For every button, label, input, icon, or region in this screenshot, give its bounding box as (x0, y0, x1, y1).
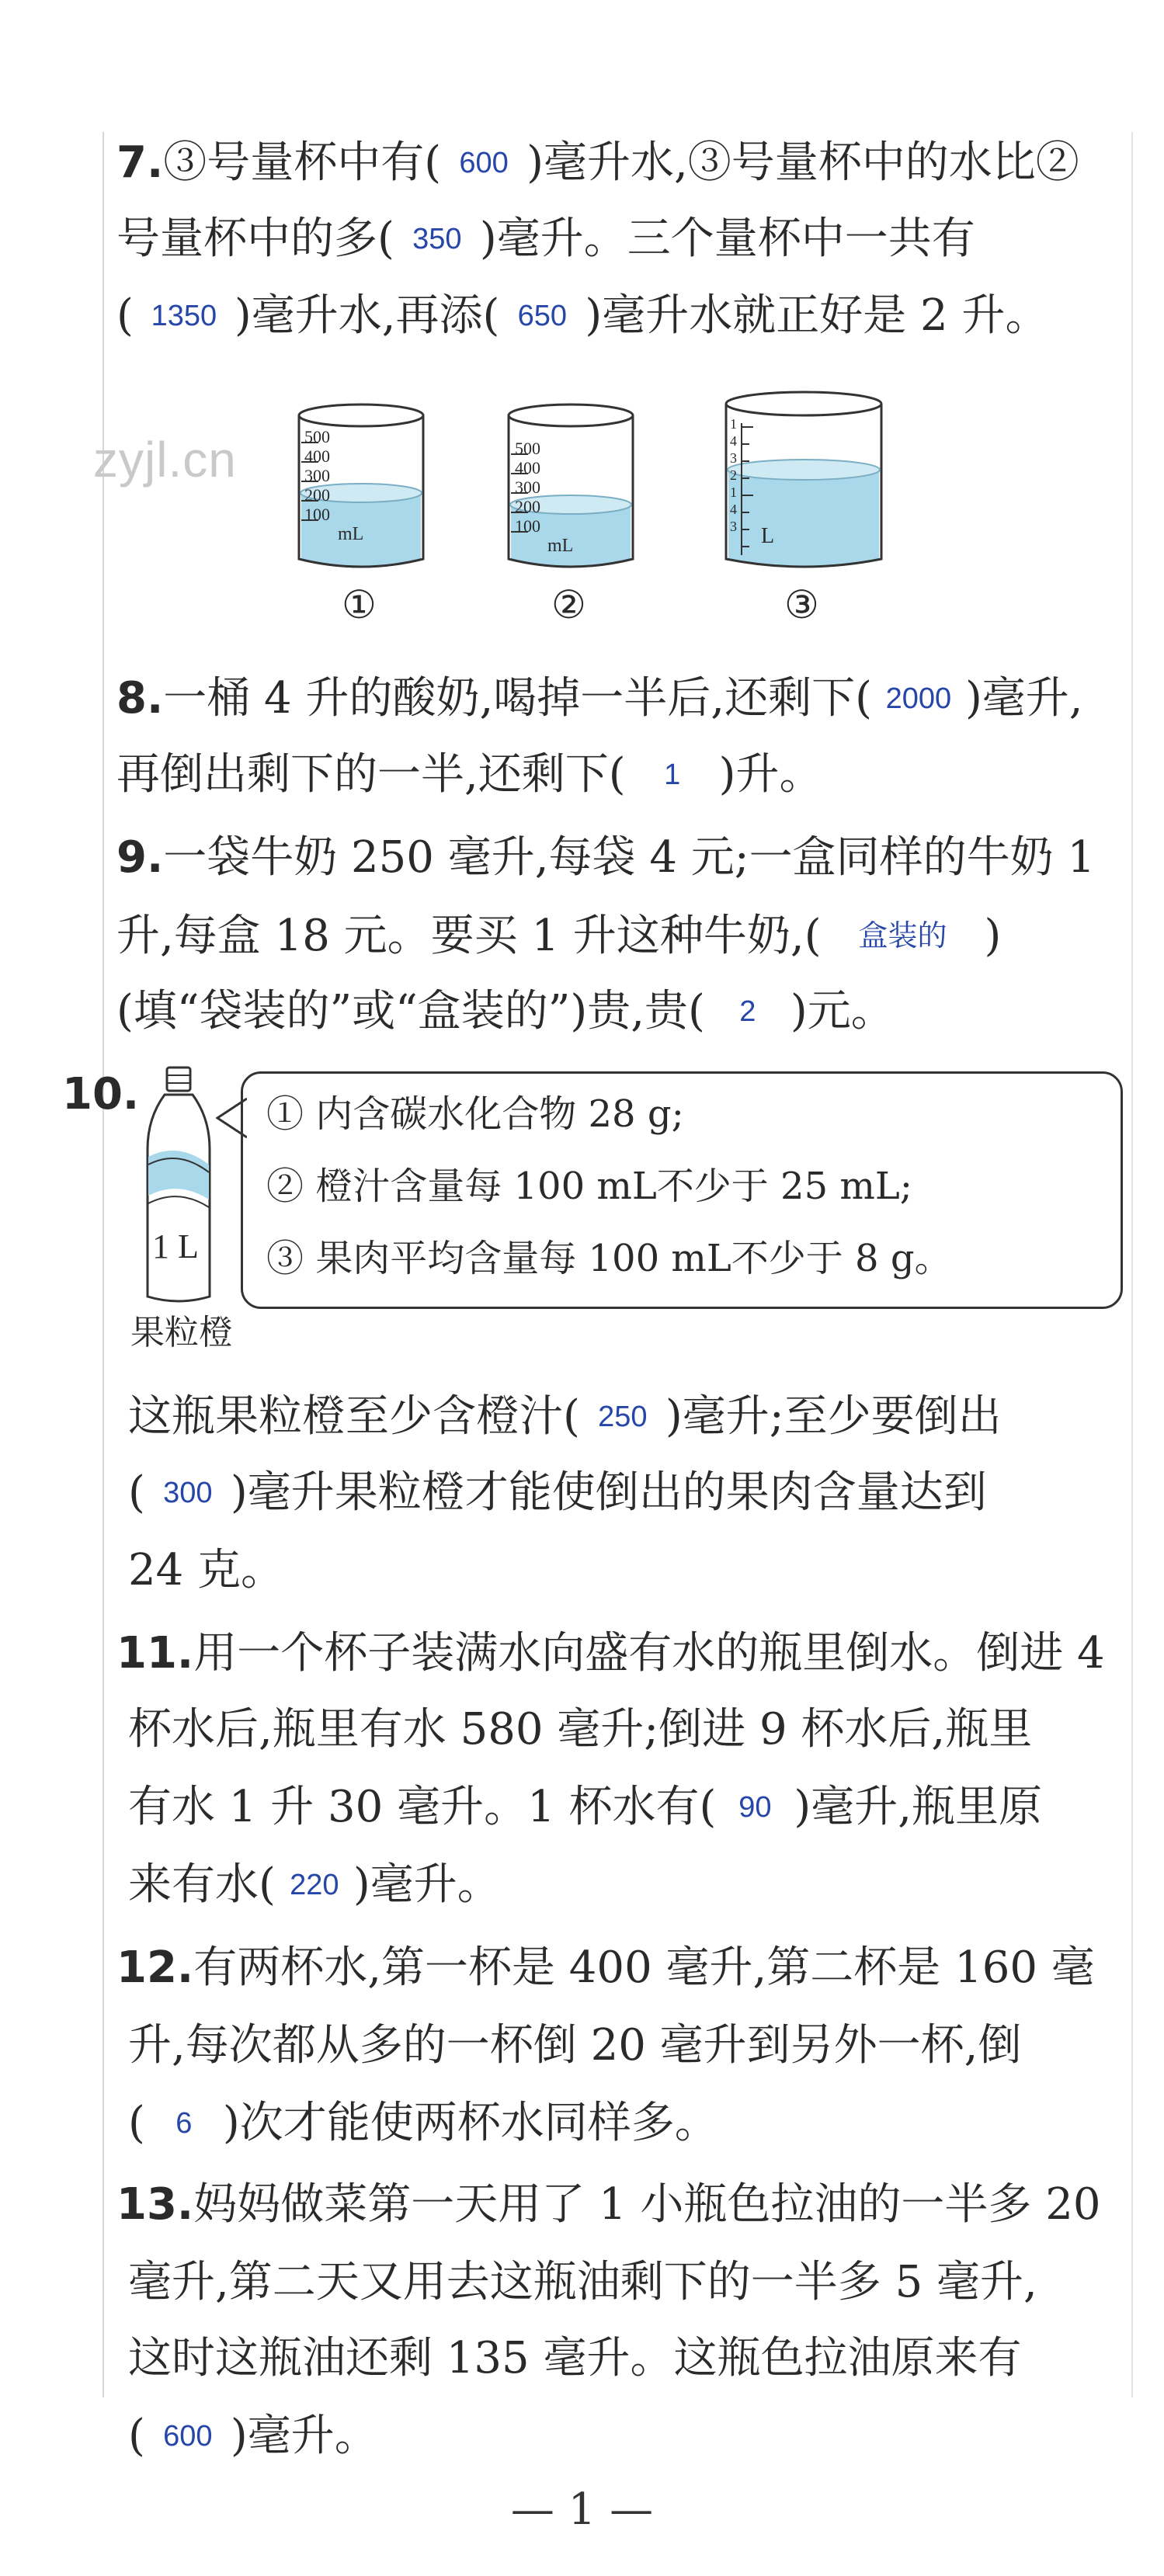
q13-answer1: 600 (163, 2420, 213, 2453)
q7-answer2: 350 (412, 223, 462, 255)
nutrition-info-box (241, 1071, 1123, 1309)
q8-number: 8. (116, 673, 164, 724)
q13-number: 13. (116, 2179, 194, 2230)
bottle-name: 果粒橙 (130, 1313, 233, 1352)
q7-answer3: 1350 (151, 300, 217, 332)
info-row-1: ① 内含碳水化合物 28 g; (266, 1092, 684, 1136)
q7-line3: ( 1350 )毫升水,再添( 650 )毫升水就正好是 2 升。 (116, 289, 1110, 343)
q13-line2: 毫升,第二天又用去这瓶油剩下的一半多 5 毫升, (128, 2257, 1037, 2307)
q9-answer2: 2 (739, 995, 756, 1028)
q9-line1: 9.一袋牛奶 250 毫升,每袋 4 元;一盒同样的牛奶 1 (116, 831, 1110, 885)
q11-answer1: 90 (738, 1791, 772, 1824)
q7-number: 7. (116, 137, 164, 188)
q7-answer1: 600 (459, 147, 509, 179)
beaker-2-unit: mL (547, 536, 574, 556)
q10-line1: 这瓶果粒橙至少含橙汁( 250 )毫升;至少要倒出 (128, 1390, 1122, 1444)
q8-line1: 8.一桶 4 升的酸奶,喝掉一半后,还剩下( 2000 )毫升, (116, 672, 1110, 726)
beaker-3-scale: 1 4 3 2 1 4 3 (730, 416, 737, 534)
beaker-2-scale: 500 400 300 200 100 (515, 439, 540, 536)
q10-line2: ( 300 )毫升果粒橙才能使倒出的果肉含量达到 (128, 1466, 1122, 1520)
q13-line3: 这时这瓶油还剩 135 毫升。这瓶色拉油原来有 (128, 2333, 1022, 2383)
page-number: — 1 — (510, 2484, 654, 2535)
q7-answer4: 650 (517, 300, 568, 332)
q12-answer1: 6 (175, 2107, 193, 2140)
q12-line1: 12.有两杯水,第一杯是 400 毫升,第二杯是 160 毫 (116, 1941, 1110, 1995)
beaker-2-label: ② (551, 582, 586, 627)
q10-line3: 24 克。 (128, 1545, 285, 1595)
info-row-3: ③ 果肉平均含量每 100 mL不少于 8 g。 (266, 1237, 952, 1280)
watermark: zyjl.cn (93, 432, 237, 488)
q11-number: 11. (116, 1628, 194, 1679)
bottle-volume: 1 L (152, 1227, 199, 1265)
q11-line3: 有水 1 升 30 毫升。1 杯水有( 90 )毫升,瓶里原 (128, 1780, 1122, 1835)
q9-answer1: 盒装的 (858, 918, 947, 953)
q7-line2: 号量杯中的多( 350 )毫升。三个量杯中一共有 (116, 212, 1110, 266)
q11-line2: 杯水后,瓶里有水 580 毫升;倒进 9 杯水后,瓶里 (128, 1704, 1033, 1755)
q11-line1: 11.用一个杯子装满水向盛有水的瓶里倒水。倒进 4 (116, 1626, 1110, 1681)
q13-line4: ( 600 )毫升。 (128, 2409, 1122, 2463)
q11-answer2: 220 (290, 1869, 339, 1901)
q9-number: 9. (116, 832, 164, 883)
right-margin-line (1131, 132, 1133, 2397)
q10-answer1: 250 (598, 1401, 648, 1433)
q12-line2: 升,每次都从多的一杯倒 20 毫升到另外一杯,倒 (128, 2020, 1022, 2071)
beaker-3-unit: L (761, 524, 775, 548)
q12-line3: ( 6 )次才能使两杯水同样多。 (128, 2096, 1122, 2151)
q12-number: 12. (116, 1942, 194, 1993)
q10-answer2: 300 (163, 1477, 213, 1509)
q8-answer1: 2000 (885, 682, 952, 715)
beaker-3-label: ③ (784, 582, 819, 627)
q9-line3: (填“袋装的”或“盒装的”)贵,贵( 2 )元。 (116, 984, 1110, 1039)
q9-line2: 升,每盒 18 元。要买 1 升这种牛奶,( 盒装的 ) (116, 908, 1110, 963)
q11-line4: 来有水( 220 )毫升。 (128, 1858, 1122, 1912)
beaker-1-scale: 500 400 300 200 100 (304, 427, 330, 524)
q10-number: 10. (62, 1069, 140, 1120)
beaker-3 (722, 388, 885, 578)
beakers-figure (295, 388, 932, 644)
beaker-1-label: ① (342, 582, 377, 627)
q13-line1: 13.妈妈做菜第一天用了 1 小瓶色拉油的一半多 20 (116, 2178, 1110, 2232)
beaker-1-unit: mL (338, 524, 364, 544)
q8-line2: 再倒出剩下的一半,还剩下( 1 )升。 (116, 748, 1110, 802)
q8-answer2: 1 (664, 759, 681, 791)
juice-bottle-icon (140, 1064, 217, 1312)
info-row-2: ② 橙汁含量每 100 mL不少于 25 mL; (266, 1165, 912, 1208)
q7-line1: 7.③号量杯中有( 600 )毫升水,③号量杯中的水比② (116, 136, 1110, 190)
